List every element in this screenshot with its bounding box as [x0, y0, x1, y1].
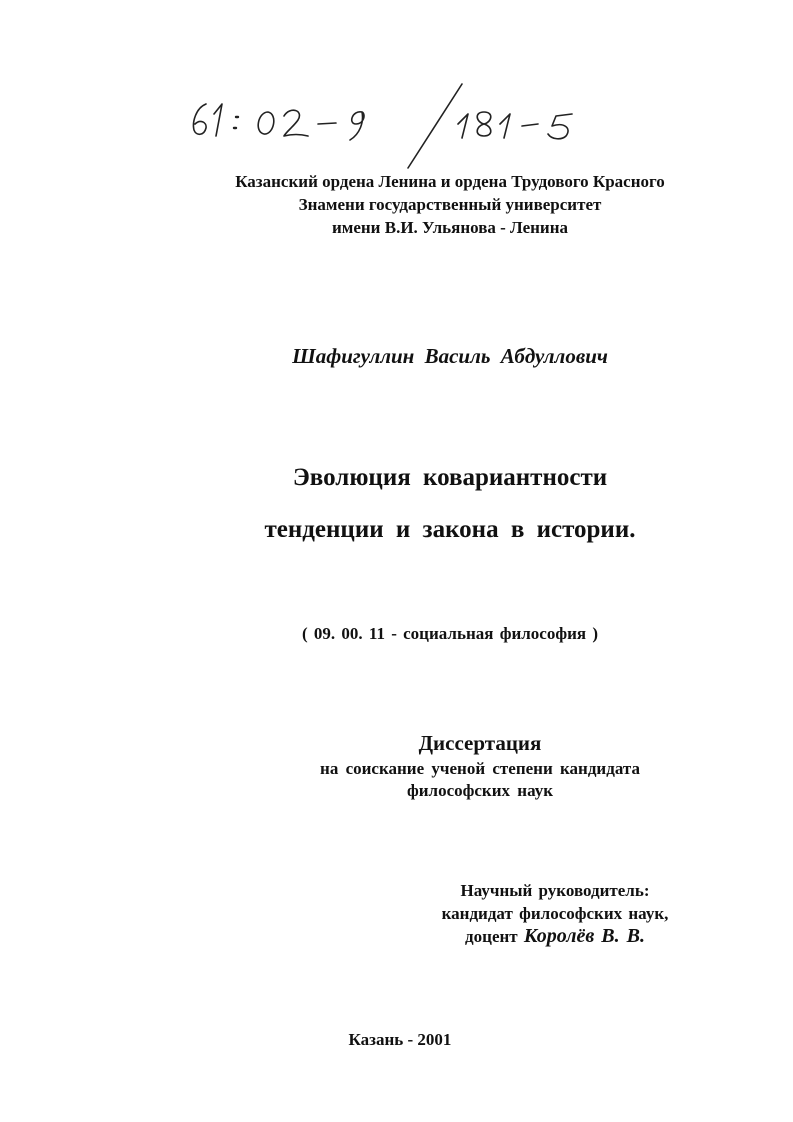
- city-year: Казань - 2001: [348, 1030, 452, 1049]
- dissertation-subtitle: [230, 758, 730, 802]
- scientific-advisor: [390, 879, 720, 948]
- advisor-name: Королёв В. В.: [523, 925, 645, 947]
- specialty-code: ( 09. 00. 11 - социальная философия ): [302, 624, 598, 643]
- title-line-1: Эволюция ковариантности: [292, 464, 608, 491]
- university-line-2: Знамени государственный университет: [298, 195, 602, 214]
- author-name: Шафигуллин Василь Абдуллович: [292, 344, 608, 368]
- university-line-3: имени В.И. Ульянова - Ленина: [331, 218, 569, 237]
- dissertation-line-2: философских наук: [406, 781, 553, 800]
- university-name: [150, 170, 750, 239]
- advisor-label: Научный руководитель:: [460, 881, 650, 900]
- dissertation-heading: Диссертация: [418, 731, 542, 755]
- dissertation-line-1: на соискание ученой степени кандидата: [320, 759, 640, 778]
- university-line-1: Казанский ордена Ленина и ордена Трудового Красного: [235, 172, 665, 191]
- advisor-position: доцент: [465, 927, 518, 946]
- dissertation-title: [150, 452, 750, 556]
- advisor-degree: кандидат философских наук,: [441, 904, 669, 923]
- title-line-2: тенденции и закона в истории.: [264, 516, 636, 543]
- advisor-position-line: [390, 925, 720, 948]
